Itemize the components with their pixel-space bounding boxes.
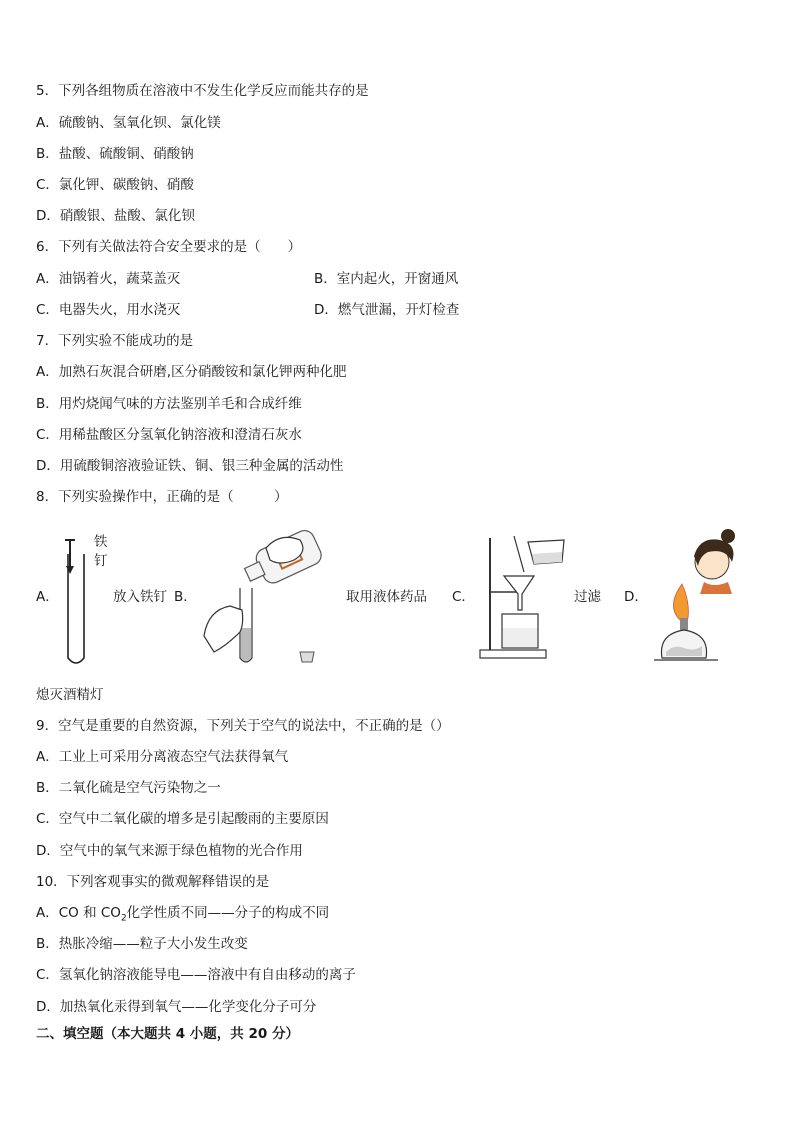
pouring-liquid-figure (196, 518, 336, 668)
q6-option-d[interactable]: D．燃气泄漏，开灯检查 (314, 302, 460, 318)
q8-stem: 8．下列实验操作中，正确的是（ ） (36, 489, 288, 505)
q6-option-b[interactable]: B．室内起火，开窗通风 (314, 271, 459, 287)
q7-option-a[interactable]: A．加熟石灰混合研磨,区分硝酸铵和氯化钾两种化肥 (36, 364, 347, 380)
q9-option-b[interactable]: B．二氧化硫是空气污染物之一 (36, 780, 221, 796)
q8-option-a-caption: 放入铁钉 (113, 589, 167, 605)
q5-option-a[interactable]: A．硫酸钠、氢氧化钡、氯化镁 (36, 115, 221, 131)
q5-stem: 5．下列各组物质在溶液中不发生化学反应而能共存的是 (36, 83, 369, 99)
q10-option-b[interactable]: B．热胀冷缩——粒子大小发生改变 (36, 936, 248, 952)
q5-option-d[interactable]: D．硝酸银、盐酸、氯化钡 (36, 208, 195, 224)
q6-option-a[interactable]: A．油锅着火，蔬菜盖灭 (36, 271, 181, 287)
q8-option-d-letter[interactable]: D． (624, 589, 648, 605)
q9-option-a[interactable]: A．工业上可采用分离液态空气法获得氧气 (36, 749, 289, 765)
iron-nail-label-1: 铁 (94, 534, 108, 550)
q8-option-c-letter[interactable]: C． (452, 589, 475, 605)
q7-option-b[interactable]: B．用灼烧闻气味的方法鉴别羊毛和合成纤维 (36, 396, 302, 412)
q6-option-c[interactable]: C．电器失火，用水浇灭 (36, 302, 181, 318)
q9-option-d[interactable]: D．空气中的氧气来源于绿色植物的光合作用 (36, 843, 303, 859)
q9-option-c[interactable]: C．空气中二氧化碳的增多是引起酸雨的主要原因 (36, 811, 329, 827)
q7-option-c[interactable]: C．用稀盐酸区分氢氧化钠溶液和澄清石灰水 (36, 427, 302, 443)
q7-stem: 7．下列实验不能成功的是 (36, 333, 194, 349)
iron-nail-label-2: 钉 (94, 553, 108, 569)
q6-stem: 6．下列有关做法符合安全要求的是（ ） (36, 239, 302, 255)
q7-option-d[interactable]: D．用硫酸铜溶液验证铁、铜、银三种金属的活动性 (36, 458, 344, 474)
q8-option-d-caption: 熄灭酒精灯 (36, 687, 104, 703)
q10-stem: 10．下列客观事实的微观解释错误的是 (36, 874, 270, 890)
q10-option-c[interactable]: C．氢氧化钠溶液能导电——溶液中有自由移动的离子 (36, 967, 356, 983)
q10-option-a-post: 化学性质不同——分子的构成不同 (126, 905, 330, 921)
q8-option-c-caption: 过滤 (574, 589, 601, 605)
q10-option-a[interactable] (36, 904, 329, 928)
blowing-alcohol-lamp-figure (648, 522, 744, 664)
q5-option-b[interactable]: B．盐酸、硫酸铜、硝酸钠 (36, 146, 194, 162)
q10-option-d[interactable]: D．加热氧化汞得到氧气——化学变化分子可分 (36, 999, 317, 1015)
filtration-apparatus-figure (478, 532, 574, 662)
q5-option-c[interactable]: C．氯化钾、碳酸钠、硝酸 (36, 177, 194, 193)
test-tube-iron-nail-figure (60, 530, 120, 670)
q9-stem: 9．空气是重要的自然资源，下列关于空气的说法中，不正确的是（） (36, 718, 450, 734)
section-two-heading: 二、填空题（本大题共 4 小题，共 20 分） (36, 1026, 299, 1042)
q8-option-b-caption: 取用液体药品 (346, 589, 427, 605)
q10-option-a-pre: A．CO 和 CO (36, 905, 121, 921)
q10-option-a-subscript: 2 (120, 913, 127, 924)
q8-option-b-letter[interactable]: B． (174, 589, 197, 605)
q8-option-a-letter[interactable]: A． (36, 589, 59, 605)
